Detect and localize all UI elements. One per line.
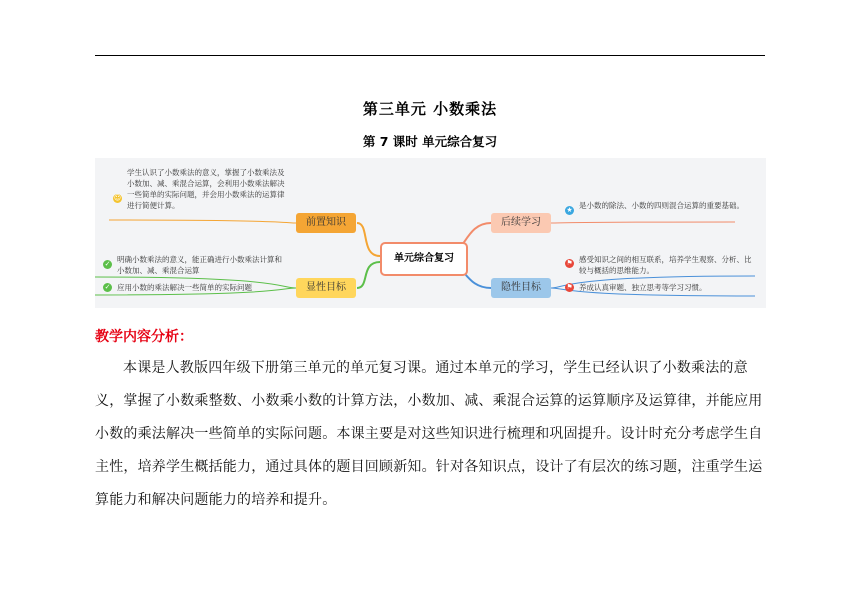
underline-prereq [109,220,296,223]
mind-map [95,158,766,308]
connector-explicit [357,262,380,288]
flag-icon: ⚑ [566,259,573,267]
center-node: 单元综合复习 [380,242,468,276]
flag-icon: ⚑ [566,283,573,291]
smile-icon: ☺ [113,194,122,202]
star-icon: ★ [566,206,573,214]
leaf-explicit-1: 明确小数乘法的意义，能正确进行小数乘法计算和小数加、减、乘混合运算 [117,255,282,275]
branch-prereq: 前置知识 [296,213,356,233]
branch-explicit: 显性目标 [296,278,356,298]
leaf-explicit-2: 应用小数的乘法解决一些简单的实际问题 [117,283,252,292]
check-icon: ✓ [104,283,111,291]
header-rule [95,55,765,56]
leaf-prereq: 学生认识了小数乘法的意义，掌握了小数乘法及小数加、减、乘混合运算，会利用小数乘法解决一些简单的实际问题，并会用小数乘法的运算律进行简便计算。 [127,168,285,210]
underline-follow [551,222,735,223]
connector-prereq [357,223,380,256]
leaf-implicit-2: 养成认真审题、独立思考等学习习惯。 [579,283,707,292]
leaf-follow: 是小数的除法、小数的四则混合运算的重要基础。 [579,201,744,210]
leaf-implicit-1: 感受知识之间的相互联系，培养学生观察、分析、比较与概括的思维能力。 [579,255,752,275]
lesson-subtitle: 第 7 课时 单元综合复习 [362,134,498,149]
branch-follow: 后续学习 [491,213,551,233]
check-icon: ✓ [104,260,111,268]
analysis-heading: 教学内容分析： [95,329,193,345]
analysis-paragraph: 本课是人教版四年级下册第三单元的单元复习课。通过本单元的学习，学生已经认识了小数乘法的意义，掌握了小数乘整数、小数乘小数的计算方法，小数加、减、乘混合运算的运算顺序及运算律，并能应用小数的乘法解决一些简单的实际问题。本课主要是对这些知识进行梳理和巩固提升。设计时充分考虑学生自主性，培养学生概括能力，通过具体的题目回顾新知。针对各知识点，设计了有层次的练习题，注重学生运算能力和解决问题能力的培养和提升。 [95,360,763,508]
page-title: 第三单元 小数乘法 [362,100,498,118]
branch-implicit: 隐性目标 [491,278,551,298]
